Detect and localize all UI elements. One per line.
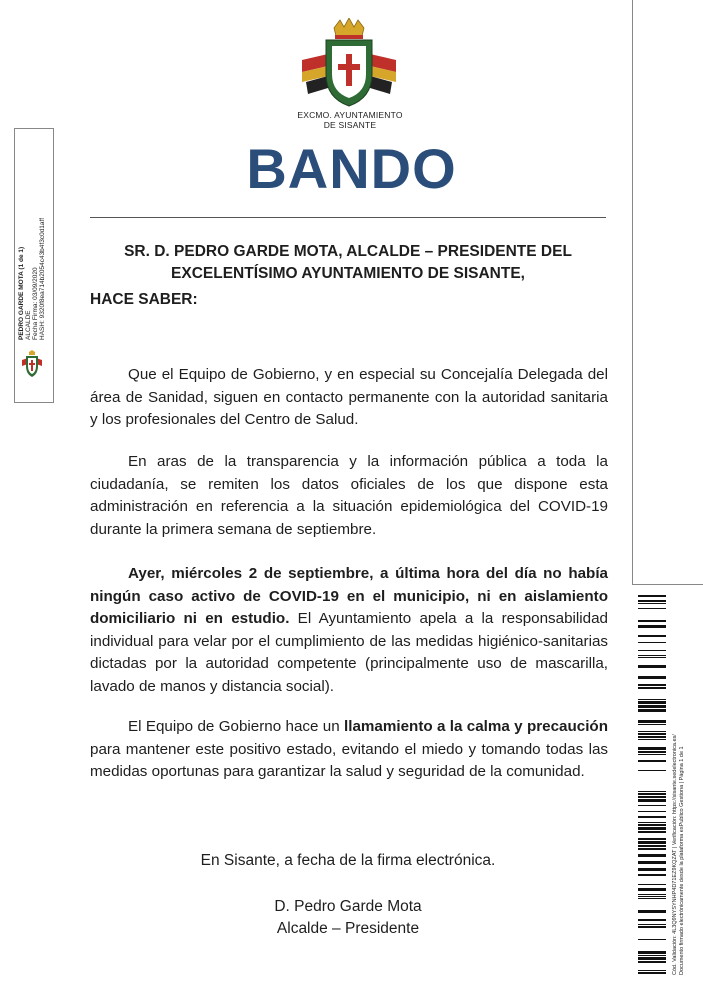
barcode-bar [638,739,666,740]
right-margin-frame [632,0,703,585]
barcode-bar [638,603,666,604]
barcode-bar [638,861,666,864]
document-title: BANDO [246,137,457,200]
barcode-bar [638,793,666,795]
barcode-bar [638,898,666,899]
paragraph-2: En aras de la transparencia y la información pública a toda la ciudadanía, se remiten los datos oficiales de los que dispone esta administración en referencia a la situación epidemiológica del COVID-19 durante la primera semana de septiembre. [90,453,608,538]
organization-name [270,110,430,130]
paragraph-3-bold: Ayer, miércoles 2 de septiembre, a última hora del día no había ningún caso activo de COVID-19 en el municipio, ni en aislamiento domiciliario ni en estudio. [90,565,608,627]
barcode-bar [638,676,666,679]
paragraph-1: Que el Equipo de Gobierno, y en especial su Concejalía Delegada del área de Sanidad, siguen en contacto permanente con la autoridad sanitaria y los profesionales del Centro de Salud. [90,366,608,428]
barcode-bar [638,955,666,956]
paragraph-3-text: El Ayuntamiento apela a la responsabilidad individual para velar por el cumplimiento de las medidas higiénico-sanitarias dictadas por la autoridad competente (principalmente uso de mascarilla, lavado de manos y distancia social). [90,610,609,695]
barcode-bar [638,841,666,844]
barcode-bar [638,939,666,940]
barcode-bar [638,874,666,876]
barcode-bar [638,625,666,628]
barcode-bar [638,831,666,833]
barcode-bar [638,751,666,753]
place-date: En Sisante, a fecha de la firma electrónica. [200,852,496,869]
stamp-role: ALCALDE [25,310,32,340]
barcode-bar [638,822,666,823]
barcode-bar [638,848,666,850]
barcode-bar [638,620,666,622]
barcode-bar [638,736,666,738]
barcode-bar [638,600,666,602]
barcode-bar [638,796,666,798]
barcode-bar [638,709,666,712]
barcode-bar [638,970,666,971]
barcode-bar [638,924,666,925]
barcode-bar [638,731,666,732]
barcode-bar [638,701,666,704]
barcode-bar [638,884,666,885]
barcode-bar [638,854,666,857]
barcode-bar [638,720,666,723]
barcode-bar [638,665,666,668]
barcode-bar [638,754,666,755]
verification-line-1: Cód. Validación: 4L3Q9NYSYNHP4D71EZ9KQZAT | Verificación: https://sisante.sedelectronica.es/ [672,734,678,975]
signature-stamp-text [18,218,46,340]
document-heading [90,241,606,285]
barcode-bar [638,608,666,609]
stamp-signer: PEDRO GARDE MOTA (1 de 1) [18,246,25,340]
barcode-bar [638,926,666,928]
barcode-bar [638,642,666,643]
paragraph-3 [90,563,608,698]
mini-crest-icon [20,350,44,378]
barcode-bar [638,845,666,847]
barcode-bar [638,705,666,708]
barcode-bar [638,919,666,921]
barcode-bar [638,972,666,974]
paragraph-4-text-b: para mantener este positivo estado, evitando el miedo y tomando todas las medidas oportunas para garantizar la salud y seguridad de la comunidad. [90,740,608,780]
barcode-bar [638,791,666,792]
barcode-bar [638,687,666,689]
barcode-bar [638,699,666,700]
barcode-bar [638,799,666,802]
barcode-bar [638,724,666,725]
barcode-bar [638,770,666,771]
paragraph-4 [90,716,608,784]
barcode-bar [638,747,666,750]
paragraph-4-text-a: El Equipo de Gobierno hace un [128,718,345,735]
title-divider [90,217,606,218]
paragraph-4-bold: llamamiento a la calma y precaución [344,718,608,735]
barcode-bar [638,805,666,806]
heading-line-2: EXCELENTÍSIMO AYUNTAMIENTO DE SISANTE, [171,265,525,282]
barcode-bar [638,951,666,954]
barcode-bar [638,868,666,871]
barcode-bar [638,910,666,913]
barcode-bar [638,595,666,597]
stamp-date: Fecha Firma: 03/09/2020 [32,267,39,340]
barcode-bar [638,816,666,818]
barcode-bar [638,811,666,812]
barcode-bar [638,896,666,897]
barcode-bar [638,657,666,658]
barcode-bar [638,733,666,735]
signer-name: D. Pedro Garde Mota [274,898,422,915]
coat-of-arms-icon [294,18,404,108]
barcode-bar [638,838,666,840]
barcode-bar [638,824,666,826]
verification-text [672,734,685,975]
barcode-icon [638,595,666,975]
barcode-bar [638,655,666,656]
signer-role: Alcalde – Presidente [276,920,420,937]
stamp-hash: HASH: 9320f8ea714b2054c43b4f3c0d1aff [39,217,46,340]
barcode-bar [638,894,666,895]
barcode-bar [638,957,666,960]
barcode-bar [638,635,666,637]
barcode-bar [638,650,666,651]
barcode-bar [638,827,666,830]
hace-saber-label: HACE SABER: [90,291,198,308]
heading-line-1: SR. D. PEDRO GARDE MOTA, ALCALDE – PRESIDENTE DEL [124,243,572,260]
barcode-bar [638,760,666,762]
barcode-bar [638,684,666,686]
barcode-bar [638,961,666,963]
verification-line-2: Documento firmado electrónicamente desde la plataforma esPublico Gestiona | Página 1 de 1 [678,746,685,975]
org-line-2: DE SISANTE [323,120,377,130]
barcode-bar [638,888,666,891]
org-line-1: EXCMO. AYUNTAMIENTO [297,110,403,120]
